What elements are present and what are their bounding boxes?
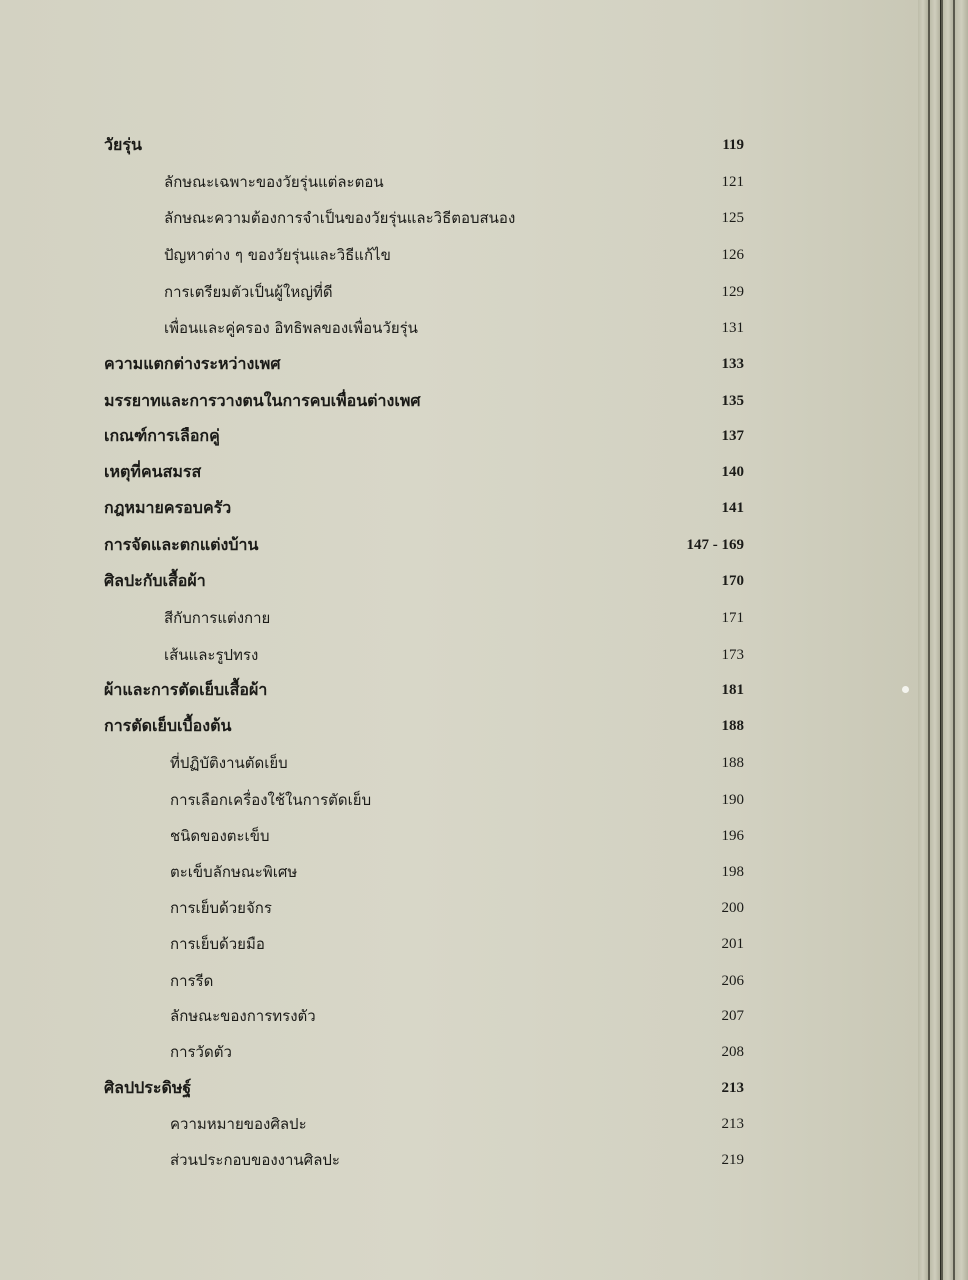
toc-entry-title: ที่ปฏิบัติงานตัดเย็บ xyxy=(170,754,288,772)
toc-entry-page-number: 126 xyxy=(721,247,744,263)
toc-entry-title: ส่วนประกอบของงานศิลปะ xyxy=(170,1151,340,1169)
toc-entry xyxy=(0,421,918,451)
toc-entry-title: ความหมายของศิลปะ xyxy=(170,1115,307,1133)
toc-entry-page-number: 213 xyxy=(721,1080,744,1096)
page-gap xyxy=(953,0,955,1280)
toc-entry-title: การเย็บด้วยจักร xyxy=(170,899,272,917)
toc-entry-page-number: 206 xyxy=(721,973,744,989)
toc-entry-page-number: 190 xyxy=(721,792,744,808)
toc-entry-page-number: 219 xyxy=(721,1152,744,1168)
toc-entry-title: มรรยาทและการวางตนในการคบเพื่อนต่างเพศ xyxy=(104,391,421,410)
toc-entry xyxy=(0,566,918,596)
toc-entry xyxy=(0,785,918,815)
toc-entry-page-number: 121 xyxy=(721,174,744,190)
toc-entry-title: ปัญหาต่าง ๆ ของวัยรุ่นและวิธีแก้ไข xyxy=(164,246,391,264)
toc-entry-page-number: 200 xyxy=(721,900,744,916)
toc-entry-title: สีกับการแต่งกาย xyxy=(164,609,271,627)
toc-entry-title: ความแตกต่างระหว่างเพศ xyxy=(104,354,281,373)
toc-entry xyxy=(0,821,918,851)
toc-entry xyxy=(0,1145,918,1175)
toc-entry-title: การเย็บด้วยมือ xyxy=(170,935,265,953)
toc-entry-title: ตะเข็บลักษณะพิเศษ xyxy=(170,863,298,881)
toc-entry-title: การเตรียมตัวเป็นผู้ใหญ่ที่ดี xyxy=(164,283,333,301)
toc-entry xyxy=(0,857,918,887)
toc-entry-title: ลักษณะของการทรงตัว xyxy=(170,1007,316,1025)
toc-entry xyxy=(0,711,918,741)
toc-entry-page-number: 188 xyxy=(721,718,744,734)
toc-entry-page-number: 141 xyxy=(721,500,744,516)
page-edge xyxy=(930,0,940,1280)
toc-entry-page-number: 170 xyxy=(721,573,744,589)
toc-entry xyxy=(0,893,918,923)
toc-entry xyxy=(0,130,918,160)
toc-entry-page-number: 208 xyxy=(721,1044,744,1060)
toc-entry-title: การวัดตัว xyxy=(170,1043,232,1061)
toc-entry-title: ลักษณะความต้องการจำเป็นของวัยรุ่นและวิธีตอบสนอง xyxy=(164,209,516,227)
paper-speck xyxy=(902,686,909,693)
page-gap xyxy=(928,0,930,1280)
toc-entry-title: กฎหมายครอบครัว xyxy=(104,498,232,517)
toc-entry-page-number: 213 xyxy=(721,1116,744,1132)
toc-entry xyxy=(0,640,918,670)
toc-entry-page-number: 181 xyxy=(721,682,744,698)
toc-entry xyxy=(0,167,918,197)
toc-entry-title: การเลือกเครื่องใช้ในการตัดเย็บ xyxy=(170,791,372,809)
toc-entry-title: ชนิดของตะเข็บ xyxy=(170,827,270,845)
toc-entry-title: ผ้าและการตัดเย็บเสื้อผ้า xyxy=(104,680,268,699)
toc-entry-page-number: 135 xyxy=(721,393,744,409)
toc-entry xyxy=(0,313,918,343)
toc-entry xyxy=(0,277,918,307)
toc-entry xyxy=(0,1109,918,1139)
page-edge xyxy=(943,0,953,1280)
toc-entry-page-number: 140 xyxy=(721,464,744,480)
page-edge xyxy=(955,0,968,1280)
toc-entry-title: ศิลปประดิษฐ์ xyxy=(104,1078,192,1097)
toc-entry-page-number: 147 - 169 xyxy=(686,537,744,553)
toc-entry xyxy=(0,675,918,705)
toc-entry-title: เหตุที่คนสมรส xyxy=(104,462,202,481)
toc-entry xyxy=(0,603,918,633)
toc-entry-title: วัยรุ่น xyxy=(104,135,142,154)
toc-entry xyxy=(0,748,918,778)
toc-entry-title: การจัดและตกแต่งบ้าน xyxy=(104,535,259,554)
toc-entry xyxy=(0,1073,918,1103)
page-gap xyxy=(941,0,943,1280)
toc-entry-title: เพื่อนและคู่ครอง อิทธิพลของเพื่อนวัยรุ่น xyxy=(164,319,418,337)
toc-entry-page-number: 133 xyxy=(721,356,744,372)
toc-entry xyxy=(0,457,918,487)
toc-entry-page-number: 198 xyxy=(721,864,744,880)
toc-entry-page-number: 207 xyxy=(721,1008,744,1024)
toc-entry-page-number: 119 xyxy=(722,137,744,153)
toc-entry xyxy=(0,349,918,379)
toc-entry-title: ลักษณะเฉพาะของวัยรุ่นแต่ละตอน xyxy=(164,173,384,191)
toc-entry-page-number: 129 xyxy=(721,284,744,300)
toc-entry xyxy=(0,493,918,523)
page-edge xyxy=(918,0,928,1280)
toc-entry-title: เส้นและรูปทรง xyxy=(164,646,259,664)
toc-entry-title: การรีด xyxy=(170,972,214,990)
toc-entry-title: การตัดเย็บเบื้องต้น xyxy=(104,716,232,735)
toc-entry-title: ศิลปะกับเสื้อผ้า xyxy=(104,571,206,590)
toc-entry-page-number: 173 xyxy=(721,647,744,663)
toc-entry xyxy=(0,966,918,996)
toc-entry-page-number: 171 xyxy=(721,610,744,626)
toc-entry-page-number: 131 xyxy=(721,320,744,336)
toc-entry xyxy=(0,240,918,270)
toc-entry-page-number: 188 xyxy=(721,755,744,771)
toc-entry-title: เกณฑ์การเลือกคู่ xyxy=(104,426,220,445)
toc-entry xyxy=(0,530,918,560)
toc-entry xyxy=(0,1037,918,1067)
toc-entry xyxy=(0,929,918,959)
toc-entry xyxy=(0,1001,918,1031)
toc-entry-page-number: 125 xyxy=(721,210,744,226)
toc-entry-page-number: 196 xyxy=(721,828,744,844)
toc-entry-page-number: 137 xyxy=(721,428,744,444)
toc-entry xyxy=(0,203,918,233)
toc-entry-page-number: 201 xyxy=(721,936,744,952)
toc-entry xyxy=(0,386,918,416)
